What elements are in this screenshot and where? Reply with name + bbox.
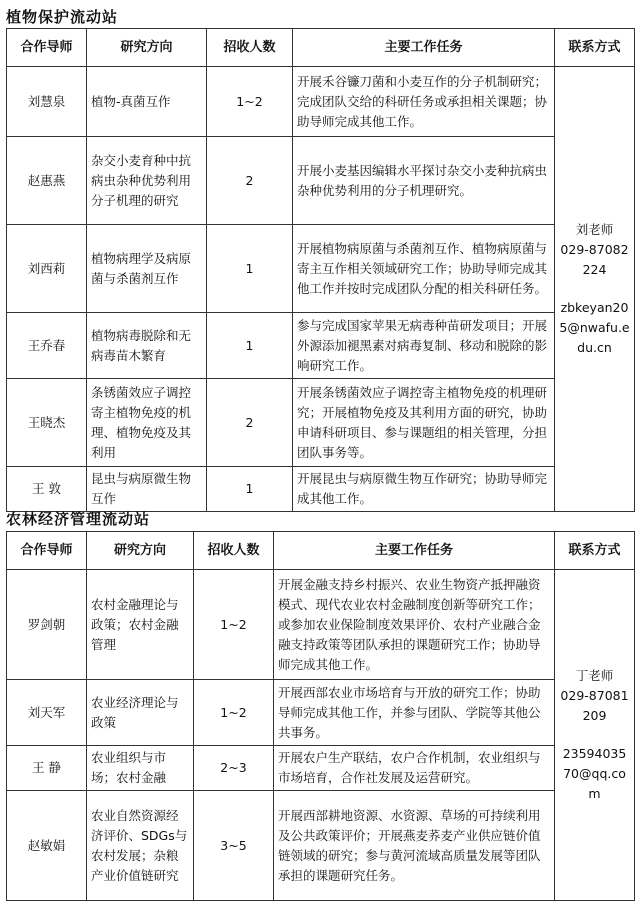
advisor-name: 王 敦: [7, 467, 87, 512]
header-count: 招收人数: [207, 29, 293, 67]
recruit-count: 1~2: [207, 67, 293, 137]
header-task: 主要工作任务: [274, 532, 555, 570]
contact-name: 刘老师: [575, 222, 614, 237]
advisor-name: 刘慧泉: [7, 67, 87, 137]
contact-name: 丁老师: [575, 668, 614, 683]
advisor-name: 王 静: [7, 746, 87, 791]
research-direction: 农业经济理论与政策: [87, 680, 194, 746]
main-task: 开展昆虫与病原微生物互作研究；协助导师完成其他工作。: [293, 467, 555, 512]
table-row: [7, 379, 635, 467]
header-task: 主要工作任务: [293, 29, 555, 67]
table-header-row: [7, 532, 635, 570]
main-task: 开展农户生产联结，农户合作机制，农业组织与市场培育，合作社发展及运营研究。: [274, 746, 555, 791]
advisor-name: 王晓杰: [7, 379, 87, 467]
contact-phone: 029-87081209: [560, 688, 629, 723]
header-contact: 联系方式: [555, 532, 635, 570]
main-task: 参与完成国家苹果无病毒种苗研发项目；开展外源添加褪黑素对病毒复制、移动和脱除的影响研究工作。: [293, 313, 555, 379]
table-row: [7, 67, 635, 137]
table-row: [7, 746, 635, 791]
section-title-agri-economics: 农林经济管理流动站: [6, 510, 151, 528]
table-row: [7, 467, 635, 512]
main-task: 开展西部耕地资源、水资源、草场的可持续利用及公共政策评价；开展燕麦荞麦产业供应链价值链领域的研究；参与黄河流域高质量发展等团队承担的课题研究任务。: [274, 791, 555, 901]
table-row: [7, 137, 635, 225]
main-task: 开展禾谷镰刀菌和小麦互作的分子机制研究；完成团队交给的科研任务或承担相关课题；协助导师完成其他工作。: [293, 67, 555, 137]
main-task: 开展条锈菌效应子调控寄主植物免疫的机理研究；开展植物免疫及其利用方面的研究，协助申请科研项目、参与课题组的相关管理，分担团队事务等。: [293, 379, 555, 467]
header-direction: 研究方向: [87, 532, 194, 570]
header-advisor: 合作导师: [7, 532, 87, 570]
table-plant-protection: [6, 28, 635, 512]
table-header-row: [7, 29, 635, 67]
research-direction: 农村金融理论与政策；农村金融管理: [87, 570, 194, 680]
research-direction: 植物病毒脱除和无病毒苗木繁育: [87, 313, 207, 379]
research-direction: 昆虫与病原微生物互作: [87, 467, 207, 512]
recruit-count: 3~5: [194, 791, 274, 901]
advisor-name: 赵惠燕: [7, 137, 87, 225]
advisor-name: 刘天军: [7, 680, 87, 746]
recruit-count: 1~2: [194, 680, 274, 746]
recruit-count: 1: [207, 225, 293, 313]
advisor-name: 刘西莉: [7, 225, 87, 313]
research-direction: 农业自然资源经济评价、SDGs与农村发展；杂粮产业价值链研究: [87, 791, 194, 901]
table-row: [7, 225, 635, 313]
research-direction: 杂交小麦育种中抗病虫杂种优势利用分子机理的研究: [87, 137, 207, 225]
research-direction: 植物-真菌互作: [87, 67, 207, 137]
contact-email[interactable]: zbkeyan205@nwafu.edu.cn: [559, 300, 630, 355]
contact-phone: 029-87082224: [560, 242, 629, 277]
table-row: [7, 570, 635, 680]
research-direction: 条锈菌效应子调控寄主植物免疫的机理、植物免疫及其利用: [87, 379, 207, 467]
header-contact: 联系方式: [555, 29, 635, 67]
recruit-count: 2: [207, 137, 293, 225]
research-direction: 农业组织与市场；农村金融: [87, 746, 194, 791]
main-task: 开展植物病原菌与杀菌剂互作、植物病原菌与寄主互作相关领域研究工作；协助导师完成其他工作并按时完成团队分配的相关科研任务。: [293, 225, 555, 313]
table-row: [7, 791, 635, 901]
header-direction: 研究方向: [87, 29, 207, 67]
header-count: 招收人数: [194, 532, 274, 570]
table-row: [7, 680, 635, 746]
advisor-name: 王乔春: [7, 313, 87, 379]
research-direction: 植物病理学及病原菌与杀菌剂互作: [87, 225, 207, 313]
recruit-count: 1~2: [194, 570, 274, 680]
contact-email[interactable]: 2359403570@qq.com: [562, 746, 627, 801]
table-agri-economics: [6, 531, 635, 901]
section-title-plant-protection: 植物保护流动站: [6, 8, 119, 26]
advisor-name: 罗剑朝: [7, 570, 87, 680]
advisor-name: 赵敏娟: [7, 791, 87, 901]
main-task: 开展西部农业市场培育与开放的研究工作；协助导师完成其他工作，并参与团队、学院等其他公共事务。: [274, 680, 555, 746]
contact-cell: [555, 67, 635, 512]
recruit-count: 1: [207, 467, 293, 512]
table-row: [7, 313, 635, 379]
header-advisor: 合作导师: [7, 29, 87, 67]
main-task: 开展金融支持乡村振兴、农业生物资产抵押融资模式、现代农业农村金融制度创新等研究工作；或参加农业保险制度效果评价、农村产业融合金融支持政策等团队承担的课题研究工作；协助导师完成其他工作。: [274, 570, 555, 680]
contact-cell: [555, 570, 635, 901]
recruit-count: 2~3: [194, 746, 274, 791]
recruit-count: 2: [207, 379, 293, 467]
main-task: 开展小麦基因编辑水平探讨杂交小麦种抗病虫杂种优势利用的分子机理研究。: [293, 137, 555, 225]
recruit-count: 1: [207, 313, 293, 379]
